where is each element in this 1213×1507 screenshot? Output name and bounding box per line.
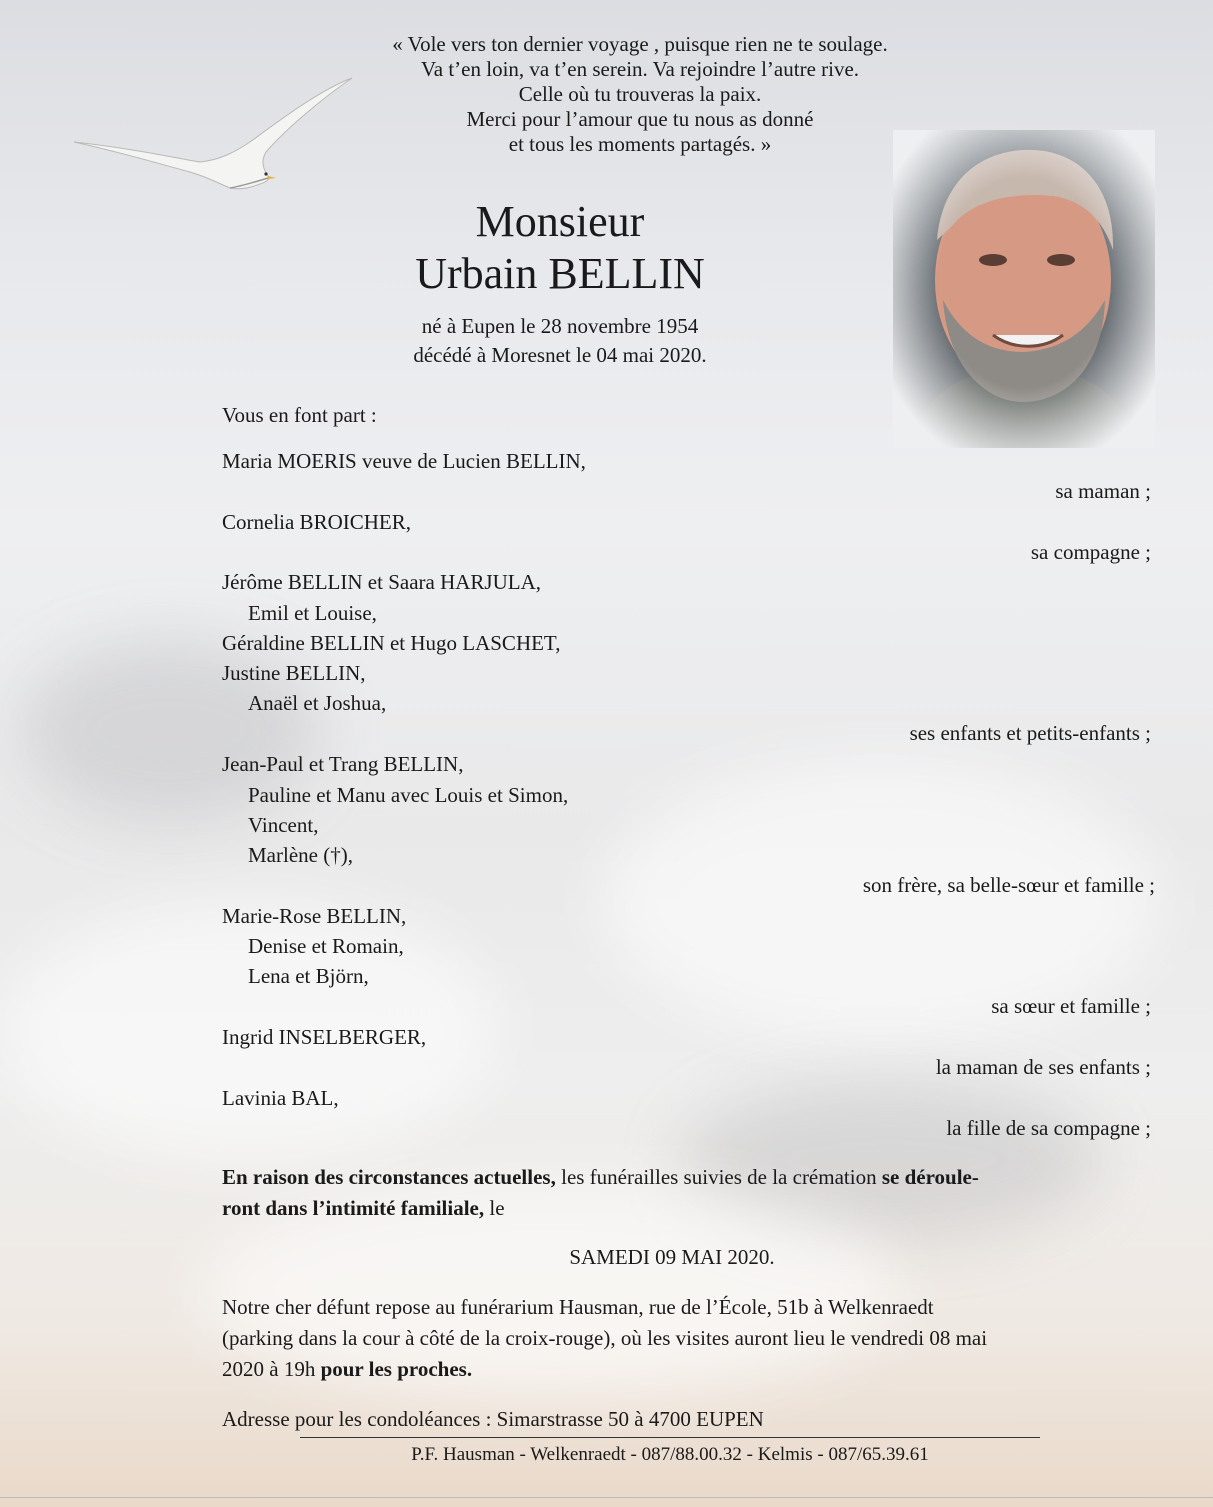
family-name: Lena et Björn, xyxy=(248,964,369,988)
family-name: Maria MOERIS veuve de Lucien BELLIN, xyxy=(222,449,586,473)
visitation-time: 2020 à 19h xyxy=(222,1357,321,1381)
family-name: Anaël et Joshua, xyxy=(248,691,387,715)
funeral-home-contact: P.F. Hausman - Welkenraedt - 087/88.00.32 - Kelmis - 087/65.39.61 xyxy=(411,1444,929,1465)
family-name: Ingrid INSELBERGER, xyxy=(222,1025,427,1049)
family-relation: sa maman ; xyxy=(1055,479,1151,503)
family-name: Géraldine BELLIN et Hugo LASCHET, xyxy=(222,631,561,655)
funeral-notice xyxy=(222,1162,1162,1224)
condolence-address: Adresse pour les condoléances : Simarstrasse 50 à 4700 EUPEN xyxy=(222,1407,764,1431)
poem-line: Merci pour l’amour que tu nous as donné xyxy=(466,107,814,131)
footer-divider xyxy=(300,1437,1040,1438)
poem-line: Va t’en loin, va t’en serein. Va rejoindre l’autre rive. xyxy=(420,57,860,81)
family-name: Jean-Paul et Trang BELLIN, xyxy=(222,752,464,776)
intro-line: Vous en font part : xyxy=(222,403,377,427)
family-name: Jérôme BELLIN et Saara HARJULA, xyxy=(222,570,541,594)
family-name: Emil et Louise, xyxy=(248,601,377,625)
poem-line: « Vole vers ton dernier voyage , puisque rien ne te soulage. xyxy=(392,32,888,56)
seagull-illustration xyxy=(70,72,360,202)
visitation-line: Notre cher défunt repose au funérarium Hausman, rue de l’École, 51b à Welkenraedt xyxy=(222,1295,934,1319)
page-edge-line xyxy=(0,1497,1213,1498)
portrait-photo xyxy=(893,130,1155,448)
family-relation: ses enfants et petits-enfants ; xyxy=(909,721,1151,745)
funeral-text: le xyxy=(484,1196,505,1220)
funeral-date: SAMEDI 09 MAI 2020. xyxy=(569,1245,775,1269)
family-relation: la maman de ses enfants ; xyxy=(935,1055,1151,1079)
poem-line: et tous les moments partagés. » xyxy=(508,132,772,156)
family-name: Marie-Rose BELLIN, xyxy=(222,904,407,928)
family-relation: son frère, sa belle-sœur et famille ; xyxy=(862,873,1155,897)
family-name: Denise et Romain, xyxy=(248,934,404,958)
family-name: Cornelia BROICHER, xyxy=(222,510,411,534)
family-name: Justine BELLIN, xyxy=(222,661,366,685)
family-name: Vincent, xyxy=(248,813,319,837)
funeral-text: les funérailles suivies de la crémation xyxy=(555,1165,882,1189)
family-name: Pauline et Manu avec Louis et Simon, xyxy=(248,783,569,807)
funeral-emphasis: En raison des circonstances actuelles, xyxy=(222,1165,556,1189)
honorific: Monsieur xyxy=(475,197,645,246)
visitation-notice xyxy=(222,1292,1162,1385)
family-relation: la fille de sa compagne ; xyxy=(946,1116,1151,1140)
family-name: Marlène (†), xyxy=(248,843,353,867)
family-name: Lavinia BAL, xyxy=(222,1086,339,1110)
death-info: décédé à Moresnet le 04 mai 2020. xyxy=(413,343,707,367)
poem-line: Celle où tu trouveras la paix. xyxy=(518,82,762,106)
birth-info: né à Eupen le 28 novembre 1954 xyxy=(421,314,699,338)
visitation-line: (parking dans la cour à côté de la croix-rouge), où les visites auront lieu le vendredi 08 mai xyxy=(222,1326,988,1350)
visitation-line xyxy=(222,1354,1162,1385)
life-dates xyxy=(330,312,790,370)
deceased-name-block xyxy=(350,196,770,300)
deceased-name: Urbain BELLIN xyxy=(415,249,705,298)
family-relation: sa compagne ; xyxy=(1030,540,1151,564)
poem xyxy=(300,32,980,157)
funeral-emphasis: se déroule- xyxy=(881,1165,979,1189)
funeral-emphasis: ront dans l’intimité familiale, xyxy=(222,1196,485,1220)
visitation-emphasis: pour les proches. xyxy=(320,1357,473,1381)
family-relation: sa sœur et famille ; xyxy=(991,994,1151,1018)
